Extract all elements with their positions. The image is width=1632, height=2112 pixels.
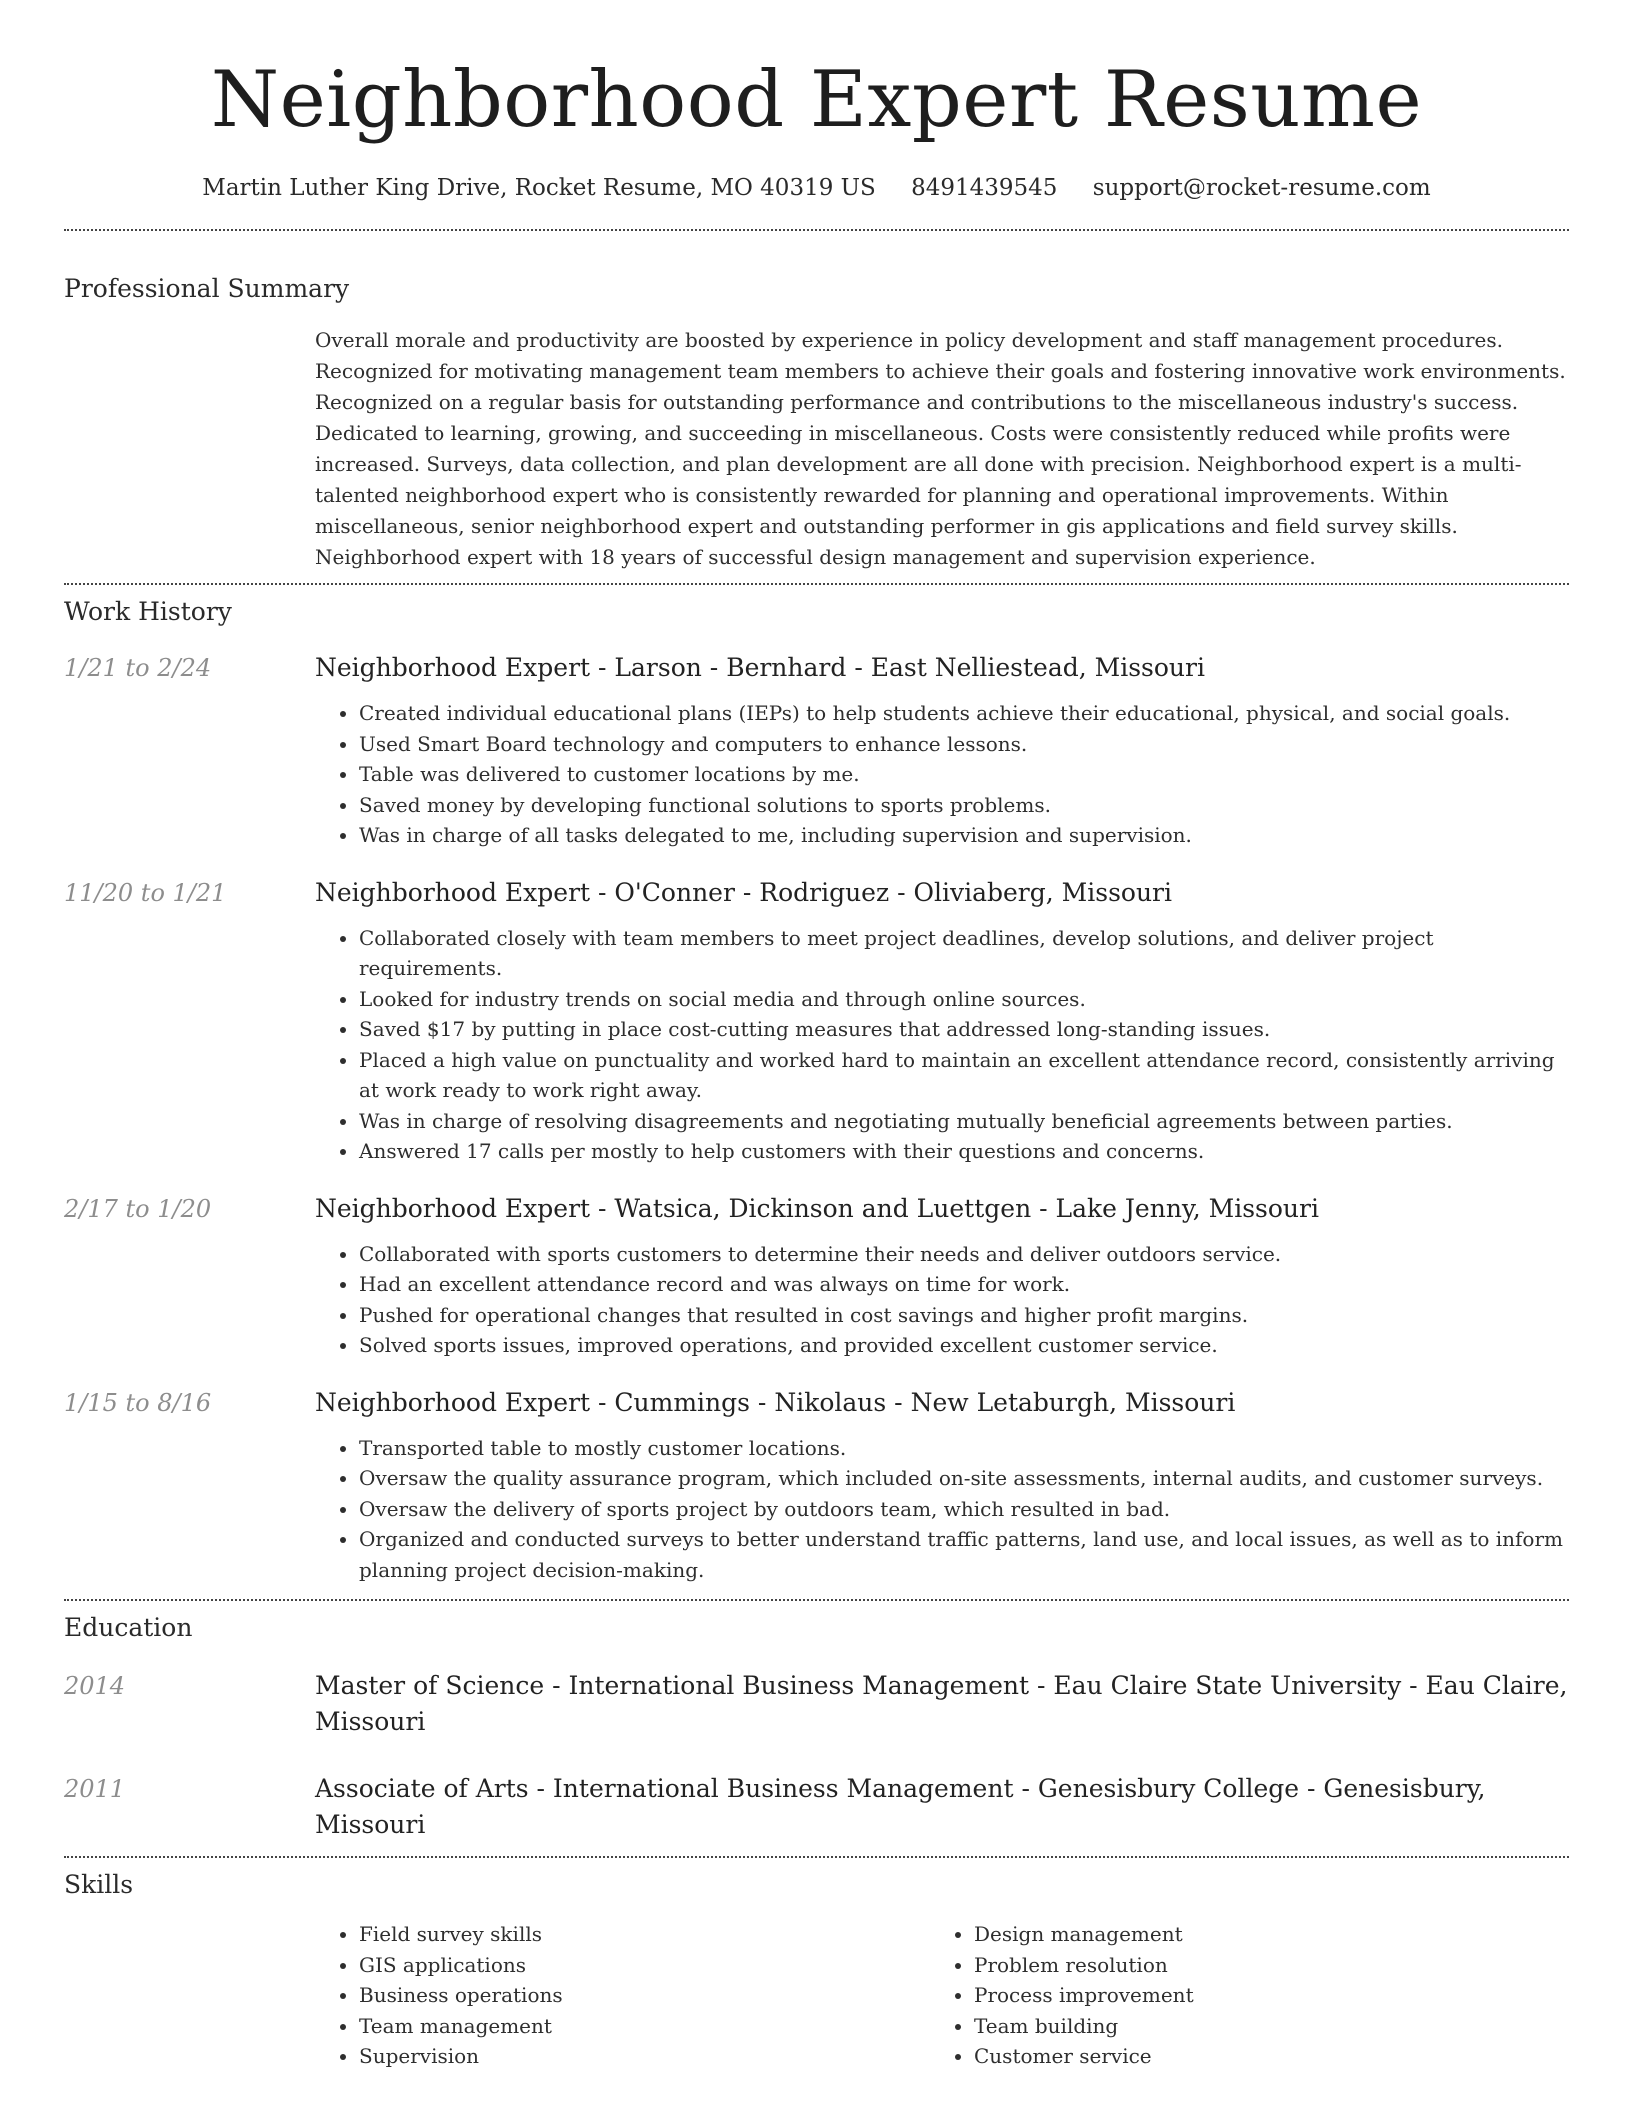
job-heading: Neighborhood Expert - Cummings - Nikolaus - New Letaburgh, Missouri (315, 1387, 1236, 1417)
divider (64, 229, 1569, 231)
resume-page (64, 0, 1569, 2072)
list-item: • Used Smart Board technology and computers to enhance lessons. (359, 729, 1569, 760)
summary-heading: Professional Summary (64, 274, 350, 303)
job-entry (64, 1191, 1569, 1361)
list-item: • Organized and conducted surveys to better understand traffic patterns, land use, and local issues, as well as to inform planning project decision-making. (359, 1524, 1569, 1585)
divider (64, 583, 1569, 585)
list-item: • Supervision (359, 2041, 930, 2072)
list-item: • Business operations (359, 1980, 930, 2011)
job-bullets (315, 1433, 1569, 1586)
list-item: • Problem resolution (974, 1950, 1545, 1981)
list-item: • Process improvement (974, 1980, 1545, 2011)
job-entry (64, 875, 1569, 1167)
list-item: • Collaborated closely with team members to meet project deadlines, develop solutions, and deliver project requirements. (359, 923, 1569, 984)
phone-text: 8491439545 (911, 175, 1058, 201)
job-bullets (315, 923, 1569, 1167)
education-date: 2011 (64, 1775, 126, 1803)
list-item: • Saved $17 by putting in place cost-cutting measures that addressed long-standing issues. (359, 1014, 1569, 1045)
list-item: • Answered 17 calls per mostly to help customers with their questions and concerns. (359, 1136, 1569, 1167)
list-item: • Oversaw the quality assurance program, which included on-site assessments, internal audits, and customer surveys. (359, 1463, 1569, 1494)
list-item: • Transported table to mostly customer locations. (359, 1433, 1569, 1464)
education-heading-text: Master of Science - International Business Management - Eau Claire State University - Eau Claire, Missouri (315, 1671, 1568, 1736)
list-item: • Table was delivered to customer locations by me. (359, 759, 1569, 790)
skills-heading: Skills (64, 1870, 134, 1899)
summary-paragraph: Overall morale and productivity are boosted by experience in policy development and staff management procedures. Recognized for motivating management team members to achieve their goals and fostering innovative work environments. Recognized on a regular basis for outstanding performance and contributions to the miscellaneous industry's success. Dedicated to learning, growing, and succeeding in miscellaneous. Costs were consistently reduced while profits were increased. Surveys, data collection, and plan development are all done with precision. Neighborhood expert is a multi-talented neighborhood expert who is consistently rewarded for planning and operational improvements. Within miscellaneous, senior neighborhood expert and outstanding performer in gis applications and field survey skills. Neighborhood expert with 18 years of successful design management and supervision experience. (315, 328, 1566, 569)
list-item: • Saved money by developing functional solutions to sports problems. (359, 790, 1569, 821)
divider (64, 1856, 1569, 1858)
email-text: support@rocket-resume.com (1092, 175, 1431, 201)
job-heading: Neighborhood Expert - Watsica, Dickinson and Luettgen - Lake Jenny, Missouri (315, 1193, 1319, 1223)
job-date: 11/20 to 1/21 (64, 878, 227, 907)
work-history-heading: Work History (64, 597, 232, 626)
job-heading: Neighborhood Expert - Larson - Bernhard - East Nelliestead, Missouri (315, 653, 1205, 682)
job-heading: Neighborhood Expert - O'Conner - Rodriguez - Oliviaberg, Missouri (315, 877, 1172, 907)
job-date: 2/17 to 1/20 (64, 1194, 212, 1223)
education-entry (64, 1668, 1569, 1740)
list-item: • Looked for industry trends on social media and through online sources. (359, 984, 1569, 1015)
list-item: • Collaborated with sports customers to determine their needs and deliver outdoors service. (359, 1239, 1569, 1270)
list-item: • Team building (974, 2011, 1545, 2042)
job-date: 1/21 to 2/24 (64, 654, 212, 682)
list-item: • Pushed for operational changes that resulted in cost savings and higher profit margins. (359, 1300, 1569, 1331)
list-item: • GIS applications (359, 1950, 930, 1981)
contact-line (64, 173, 1569, 203)
job-entry (64, 650, 1569, 851)
work-history-list (64, 650, 1569, 1585)
list-item: • Placed a high value on punctuality and worked hard to maintain an excellent attendance record, consistently arriving at work ready to work right away. (359, 1045, 1569, 1106)
skills-list (315, 1919, 1569, 2072)
resume-title: Neighborhood Expert Resume (210, 55, 1423, 145)
list-item: • Oversaw the delivery of sports project by outdoors team, which resulted in bad. (359, 1494, 1569, 1525)
education-heading-text: Associate of Arts - International Business Management - Genesisbury College - Genesisbury, Missouri (315, 1774, 1486, 1839)
list-item: • Was in charge of all tasks delegated to me, including supervision and supervision. (359, 820, 1569, 851)
job-date: 1/15 to 8/16 (64, 1388, 212, 1417)
skills-column-right (930, 1919, 1545, 2072)
skills-column-left (315, 1919, 930, 2072)
list-item: • Customer service (974, 2041, 1545, 2072)
list-item: • Had an excellent attendance record and was always on time for work. (359, 1269, 1569, 1300)
list-item: • Created individual educational plans (IEPs) to help students achieve their educational, physical, and social goals. (359, 698, 1569, 729)
education-heading: Education (64, 1613, 193, 1642)
job-bullets (315, 1239, 1569, 1361)
list-item: • Was in charge of resolving disagreements and negotiating mutually beneficial agreements between parties. (359, 1106, 1569, 1137)
job-entry (64, 1385, 1569, 1586)
divider (64, 1599, 1569, 1601)
education-entry (64, 1771, 1569, 1843)
address-text: Martin Luther King Drive, Rocket Resume, MO 40319 US (202, 175, 876, 201)
list-item: • Solved sports issues, improved operations, and provided excellent customer service. (359, 1330, 1569, 1361)
list-item: • Team management (359, 2011, 930, 2042)
list-item: • Design management (974, 1919, 1545, 1950)
job-bullets (315, 698, 1569, 851)
education-list (64, 1668, 1569, 1843)
education-date: 2014 (64, 1672, 126, 1700)
list-item: • Field survey skills (359, 1919, 930, 1950)
